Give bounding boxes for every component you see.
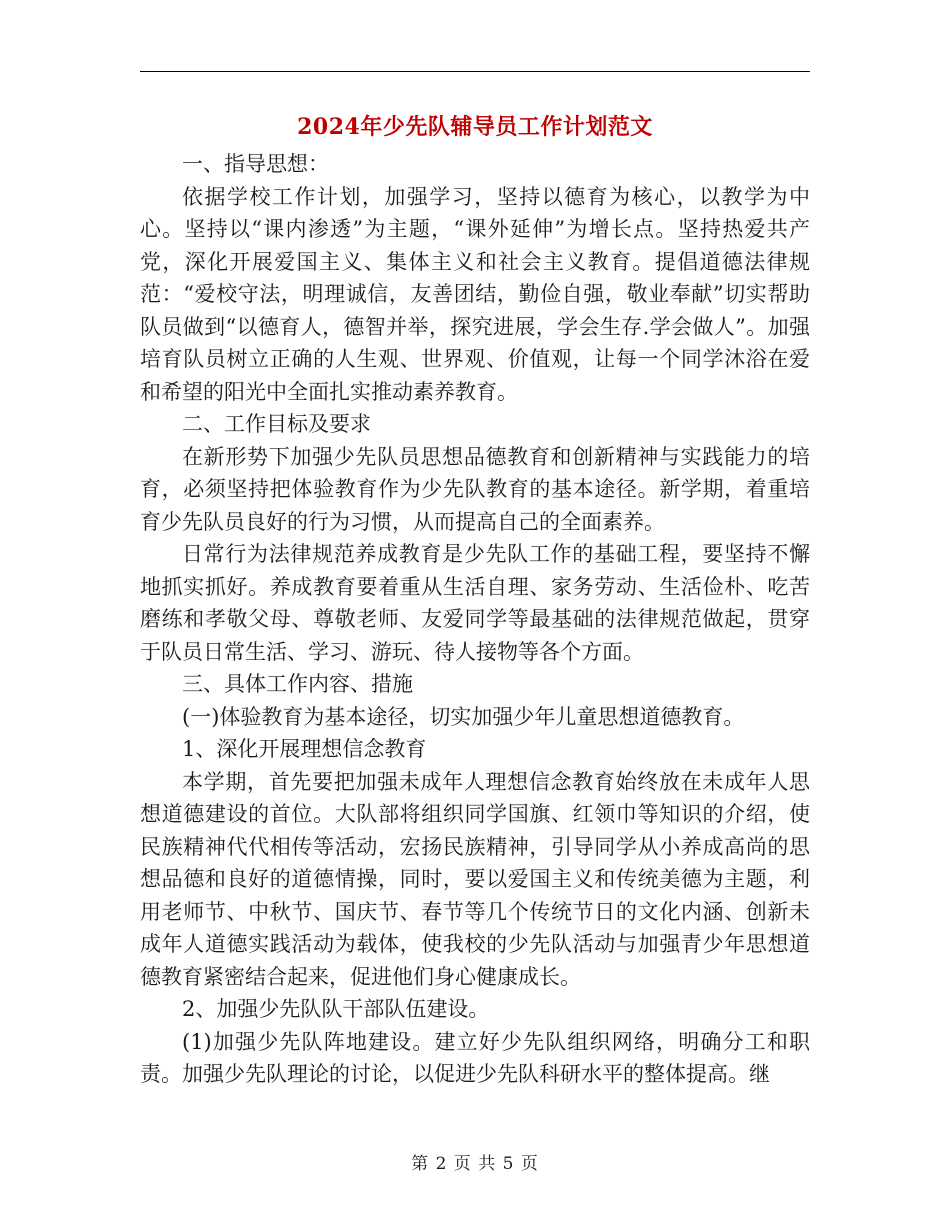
body-paragraph: 在新形势下加强少先队员思想品德教育和创新精神与实践能力的培育，必须坚持把体验教育作为少先队教育的基本途径。新学期，着重培育少先队员良好的行为习惯，从而提高自己的全面素养。 xyxy=(140,444,810,534)
section-heading-measures: 三、具体工作内容、措施 xyxy=(182,672,413,696)
section-heading-goals: 二、工作目标及要求 xyxy=(182,412,371,436)
body-paragraph: (1)加强少先队阵地建设。建立好少先队组织网络，明确分工和职责。加强少先队理论的讨论，以促进少先队科研水平的整体提高。继 xyxy=(140,1029,810,1086)
body-paragraph: 依据学校工作计划，加强学习，坚持以德育为核心，以教学为中心。坚持以“课内渗透”为主题，“课外延伸”为增长点。坚持热爱共产党，深化开展爱国主义、集体主义和社会主义教育。提倡道德法律规范：“爱校守法，明理诚信，友善团结，勤俭自强，敬业奉献”切实帮助队员做到“以德育人，德智并举，探究进展，学会生存.学会做人”。加强培育队员树立正确的人生观、世界观、价值观，让每一个同学沐浴在爱和希望的阳光中全面扎实推动素养教育。 xyxy=(140,184,810,404)
subsection-heading: (一)体验教育为基本途径，切实加强少年儿童思想道德教育。 xyxy=(182,704,745,729)
section-heading-guiding-ideology: 一、指导思想： xyxy=(182,152,329,176)
item-heading: 1、深化开展理想信念教育 xyxy=(182,737,427,761)
document-title: 2024年少先队辅导员工作计划范文 xyxy=(297,114,653,140)
page-number-footer: 第 2 页 共 5 页 xyxy=(411,1154,539,1174)
body-paragraph: 本学期，首先要把加强未成年人理想信念教育始终放在未成年人思想道德建设的首位。大队部将组织同学国旗、红领巾等知识的介绍，使民族精神代代相传等活动，宏扬民族精神，引导同学从小养成高尚的思想品德和良好的道德情操，同时，要以爱国主义和传统美德为主题，利用老师节、中秋节、国庆节、春节等几个传统节日的文化内涵、创新未成年人道德实践活动为载体，使我校的少先队活动与加强青少年思想道德教育紧密结合起来，促进他们身心健康成长。 xyxy=(140,769,810,989)
item-heading: 2、加强少先队队干部队伍建设。 xyxy=(182,997,490,1021)
body-paragraph: 日常行为法律规范养成教育是少先队工作的基础工程，要坚持不懈地抓实抓好。养成教育要着重从生活自理、家务劳动、生活俭朴、吃苦磨练和孝敬父母、尊敬老师、友爱同学等最基础的法律规范做起，贯穿于队员日常生活、学习、游玩、待人接物等各个方面。 xyxy=(140,542,810,664)
document-body xyxy=(140,148,810,1091)
header-rule xyxy=(140,71,810,72)
